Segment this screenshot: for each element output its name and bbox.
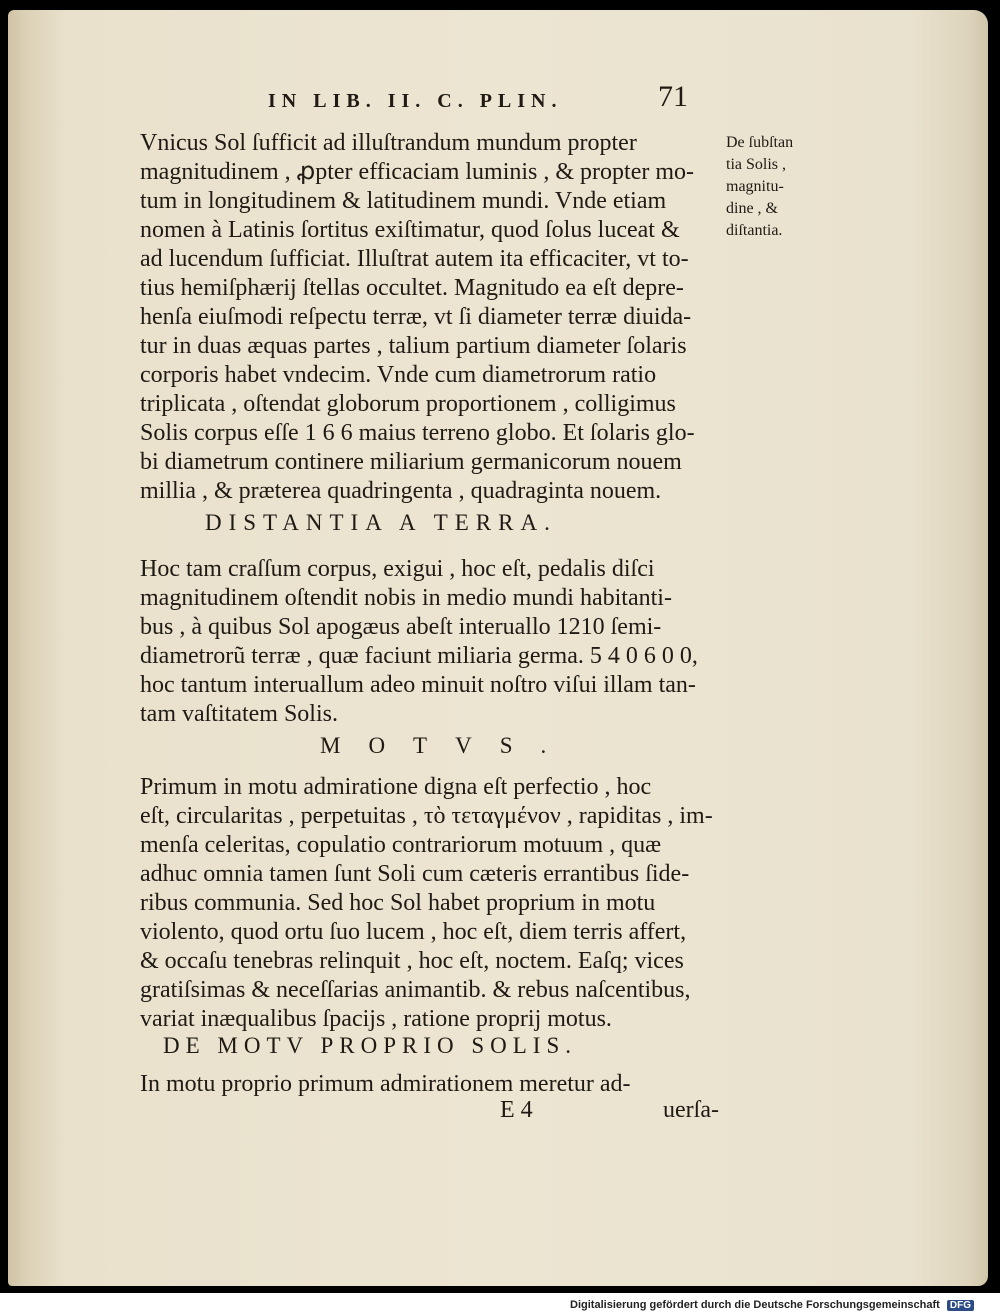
text-line: bi diametrum continere miliarium germanicorum nouem — [140, 449, 682, 475]
heading-de-motu-proprio: DE MOTV PROPRIO SOLIS. — [163, 1033, 578, 1058]
page-number: 71 — [658, 80, 688, 113]
text-line: tur in duas æquas partes , talium partium diameter ſolaris — [140, 333, 687, 359]
text-line: tius hemiſphærij ſtellas occultet. Magnitudo ea eſt depre- — [140, 275, 684, 301]
text-line: In motu proprio primum admirationem meretur ad- — [140, 1071, 631, 1097]
text-line: ribus communia. Sed hoc Sol habet proprium in motu — [140, 890, 656, 916]
text-line: & occaſu tenebras relinquit , hoc eſt, noctem. Eaſq; vices — [140, 948, 684, 974]
text-line: bus , à quibus Sol apogæus abeſt interuallo 1210 ſemi- — [140, 614, 662, 640]
text-line: Vnicus Sol ſufficit ad illuſtrandum mundum propter — [140, 130, 637, 156]
digitization-credit — [570, 1299, 974, 1311]
text-line: triplicata , oſtendat globorum proportionem , colligimus — [140, 391, 676, 417]
text-line: gratiſsimas & neceſſarias animantib. & rebus naſcentibus, — [140, 977, 691, 1003]
text-line: Hoc tam craſſum corpus, exigui , hoc eſt, pedalis diſci — [140, 556, 655, 582]
heading-motus: MOTVS. — [320, 733, 575, 758]
dfg-logo: DFG — [947, 1300, 974, 1311]
margin-note-line: dine , & — [726, 200, 778, 217]
text-line: nomen à Latinis ſortitus exiſtimatur, quod ſolus luceat & — [140, 217, 680, 243]
margin-note-line: tia Solis , — [726, 156, 787, 173]
text-line: Primum in motu admiratione digna eſt perfectio , hoc — [140, 774, 652, 800]
text-line: violento, quod ortu ſuo lucem , hoc eſt, diem terris affert, — [140, 919, 687, 945]
text-line: tum in longitudinem & latitudinem mundi. Vnde etiam — [140, 188, 667, 214]
text-line: magnitudinem , ꝓpter efficaciam luminis , & propter mo- — [140, 159, 695, 185]
text-line: millia , & præterea quadringenta , quadraginta nouem. — [140, 478, 662, 504]
text-line: tam vaſtitatem Solis. — [140, 701, 338, 727]
running-head: IN LIB. II. C. PLIN. — [268, 90, 563, 112]
text-line: corporis habet vndecim. Vnde cum diametrorum ratio — [140, 362, 657, 388]
text-line: menſa celeritas, copulatio contrariorum motuum , quæ — [140, 832, 662, 858]
signature-mark: E 4 — [500, 1097, 533, 1123]
text-line: adhuc omnia tamen ſunt Soli cum cæteris errantibus ſide- — [140, 861, 690, 887]
text-line: hoc tantum interuallum adeo minuit noſtro viſui illam tan- — [140, 672, 696, 698]
heading-distantia: DISTANTIA A TERRA. — [205, 510, 557, 535]
text-line: magnitudinem oſtendit nobis in medio mundi habitanti- — [140, 585, 672, 611]
text-line: Solis corpus eſſe 1 6 6 maius terreno globo. Et ſolaris glo- — [140, 420, 695, 446]
text-line: variat inæqualibus ſpacijs , ratione proprij motus. — [140, 1006, 612, 1032]
text-line: henſa eiuſmodi reſpectu terræ, vt ſi diameter terræ diuida- — [140, 304, 692, 330]
margin-note-line: De ſubſtan — [726, 134, 794, 151]
margin-note-line: diſtantia. — [726, 222, 783, 239]
catchword: uerſa- — [663, 1097, 719, 1123]
text-line: eſt, circularitas , perpetuitas , τὸ τεταγμένον , rapiditas , im- — [140, 803, 713, 829]
margin-note-line: magnitu- — [726, 178, 784, 195]
credit-text: Digitalisierung gefördert durch die Deutsche Forschungsgemeinschaft — [570, 1299, 940, 1311]
text-line: ad lucendum ſufficiat. Illuſtrat autem ita efficaciter, vt to- — [140, 246, 689, 272]
text-line: diametrorũ terræ , quæ faciunt miliaria germa. 5 4 0 6 0 0, — [140, 643, 698, 669]
